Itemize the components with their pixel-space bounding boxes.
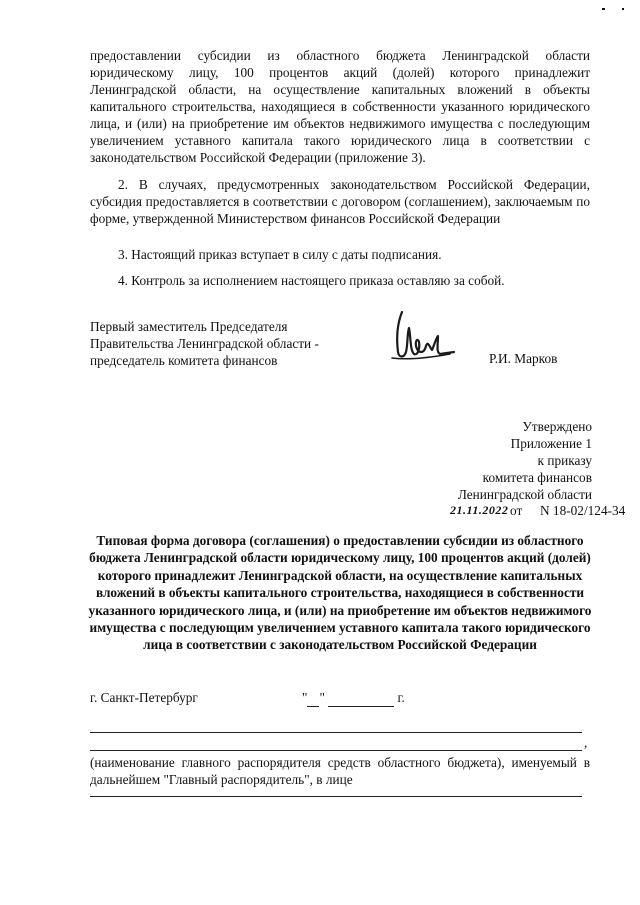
paragraph-4: 4. Контроль за исполнением настоящего приказа оставляю за собой. [118,273,505,288]
paragraph-2: 2. В случаях, предусмотренных законодательством Российской Федерации, субсидия предоставляется в соответствии с договором (соглашением), заключаемым по форме, утвержденной Министерством финансов Российской Федерации [90,177,590,226]
scan-speck [602,8,605,10]
handwritten-date: 21.11.2022 [450,503,509,517]
day-blank [307,690,319,707]
comma-mark: , [584,735,588,750]
blank-line-3 [90,796,582,797]
approval-line-1: Утверждено [522,419,592,434]
ot-label: от [510,503,523,518]
date-field [302,690,405,707]
signatory-line-3: председатель комитета финансов [90,353,278,368]
year-suffix: г. [397,690,405,705]
date-open-quote: " [302,690,308,705]
order-number: N 18-02/124-34 [540,503,626,518]
signatory-line-2: Правительства Ленинградской области - [90,336,319,351]
signatory-line-1: Первый заместитель Председателя [90,319,288,334]
approval-line-2: Приложение 1 [510,436,592,451]
blank-line-1 [90,732,582,733]
caption-paragraph: (наименование главного распорядителя средств областного бюджета), именуемый в дальнейшем "Главный распорядитель", в лице [90,755,590,787]
signatory-title [90,318,360,369]
approval-line-3: к приказу [537,453,592,468]
city-label: г. Санкт-Петербург [90,690,198,705]
blank-line-2 [90,750,582,751]
paragraph-continuation: предоставлении субсидии из областного бюджета Ленинградской области юридическому лицу, 100 процентов акций (долей) которого принадлежит Ленинградской области, на осуществление капитальных вложений в объекты капитального строительства, находящиеся в собственности указанного юридического лица, и (или) на приобретение им объектов недвижимого имущества с последующим увеличением уставного капитала такого юридического лица в соответствии с законодательством Российской Федерации (приложение 3). [90,48,590,165]
approval-stamp-block [332,418,592,503]
paragraph-3: 3. Настоящий приказ вступает в силу с даты подписания. [118,247,442,262]
handwritten-signature [388,308,456,364]
month-blank [328,690,394,707]
date-close-quote: " [319,690,325,705]
approval-line-4: комитета финансов [482,470,592,485]
signatory-name: Р.И. Марков [489,351,558,366]
approval-line-5: Ленинградской области [457,487,592,502]
scan-speck [622,8,624,10]
form-title: Типовая форма договора (соглашения) о предоставлении субсидии из областного бюджета Ленинградской области юридическому лицу, 100 процентов акций (долей) которого принадлежит Ленинградской области, на осуществление капитальных вложений в объекты капитального строительства, находящиеся в собственности указанного юридического лица, и (или) на приобретение им объектов недвижимого имущества с последующим увеличением уставного капитала такого юридического лица в соответствии с законодательством Российской Федерации [88,533,592,653]
